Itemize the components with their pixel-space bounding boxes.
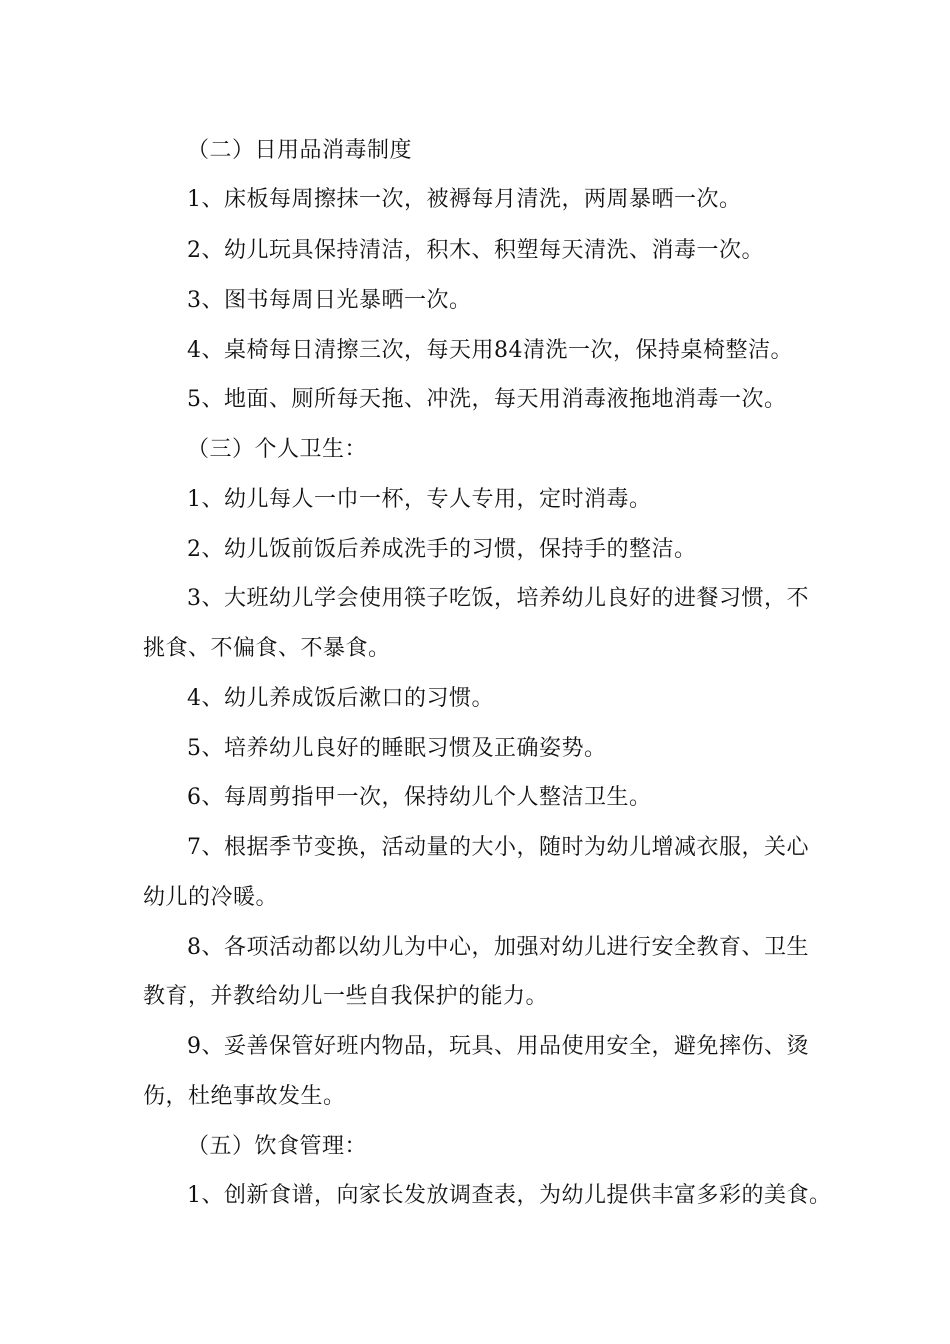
paragraph-line: 1、幼儿每人一巾一杯，专人专用，定时消毒。 bbox=[187, 487, 652, 512]
paragraph-line: 3、图书每周日光暴晒一次。 bbox=[187, 288, 472, 313]
paragraph-line: 8、各项活动都以幼儿为中心，加强对幼儿进行安全教育、卫生 bbox=[187, 935, 809, 960]
section-heading-diet-management: （五）饮食管理： bbox=[187, 1134, 368, 1159]
paragraph-line: 6、每周剪指甲一次，保持幼儿个人整洁卫生。 bbox=[187, 785, 652, 810]
paragraph-line: 7、根据季节变换，活动量的大小，随时为幼儿增减衣服，关心 bbox=[187, 835, 809, 860]
paragraph-line: 4、桌椅每日清擦三次，每天用84清洗一次，保持桌椅整洁。 bbox=[187, 338, 793, 363]
paragraph-line: 教育，并教给幼儿一些自我保护的能力。 bbox=[143, 984, 549, 1009]
paragraph-line: 3、大班幼儿学会使用筷子吃饭，培养幼儿良好的进餐习惯，不 bbox=[187, 586, 809, 611]
paragraph-line: 9、妥善保管好班内物品，玩具、用品使用安全，避免摔伤、烫 bbox=[187, 1034, 809, 1059]
paragraph-line: 幼儿的冷暖。 bbox=[143, 885, 279, 910]
paragraph-line: 5、培养幼儿良好的睡眠习惯及正确姿势。 bbox=[187, 736, 607, 761]
paragraph-line: 4、幼儿养成饭后漱口的习惯。 bbox=[187, 686, 494, 711]
paragraph-line: 伤，杜绝事故发生。 bbox=[143, 1084, 346, 1109]
paragraph-line: 挑食、不偏食、不暴食。 bbox=[143, 636, 391, 661]
section-heading-personal-hygiene: （三）个人卫生： bbox=[187, 437, 368, 462]
section-heading-daily-items-disinfection: （二）日用品消毒制度 bbox=[187, 138, 413, 163]
paragraph-line: 2、幼儿玩具保持清洁，积木、积塑每天清洗、消毒一次。 bbox=[187, 238, 764, 263]
paragraph-line: 1、床板每周擦抹一次，被褥每月清洗，两周暴晒一次。 bbox=[187, 187, 742, 212]
paragraph-line: 1、创新食谱，向家长发放调查表，为幼儿提供丰富多彩的美食。 bbox=[187, 1183, 832, 1208]
paragraph-line: 2、幼儿饭前饭后养成洗手的习惯，保持手的整洁。 bbox=[187, 537, 697, 562]
paragraph-line: 5、地面、厕所每天拖、冲洗，每天用消毒液拖地消毒一次。 bbox=[187, 387, 787, 412]
